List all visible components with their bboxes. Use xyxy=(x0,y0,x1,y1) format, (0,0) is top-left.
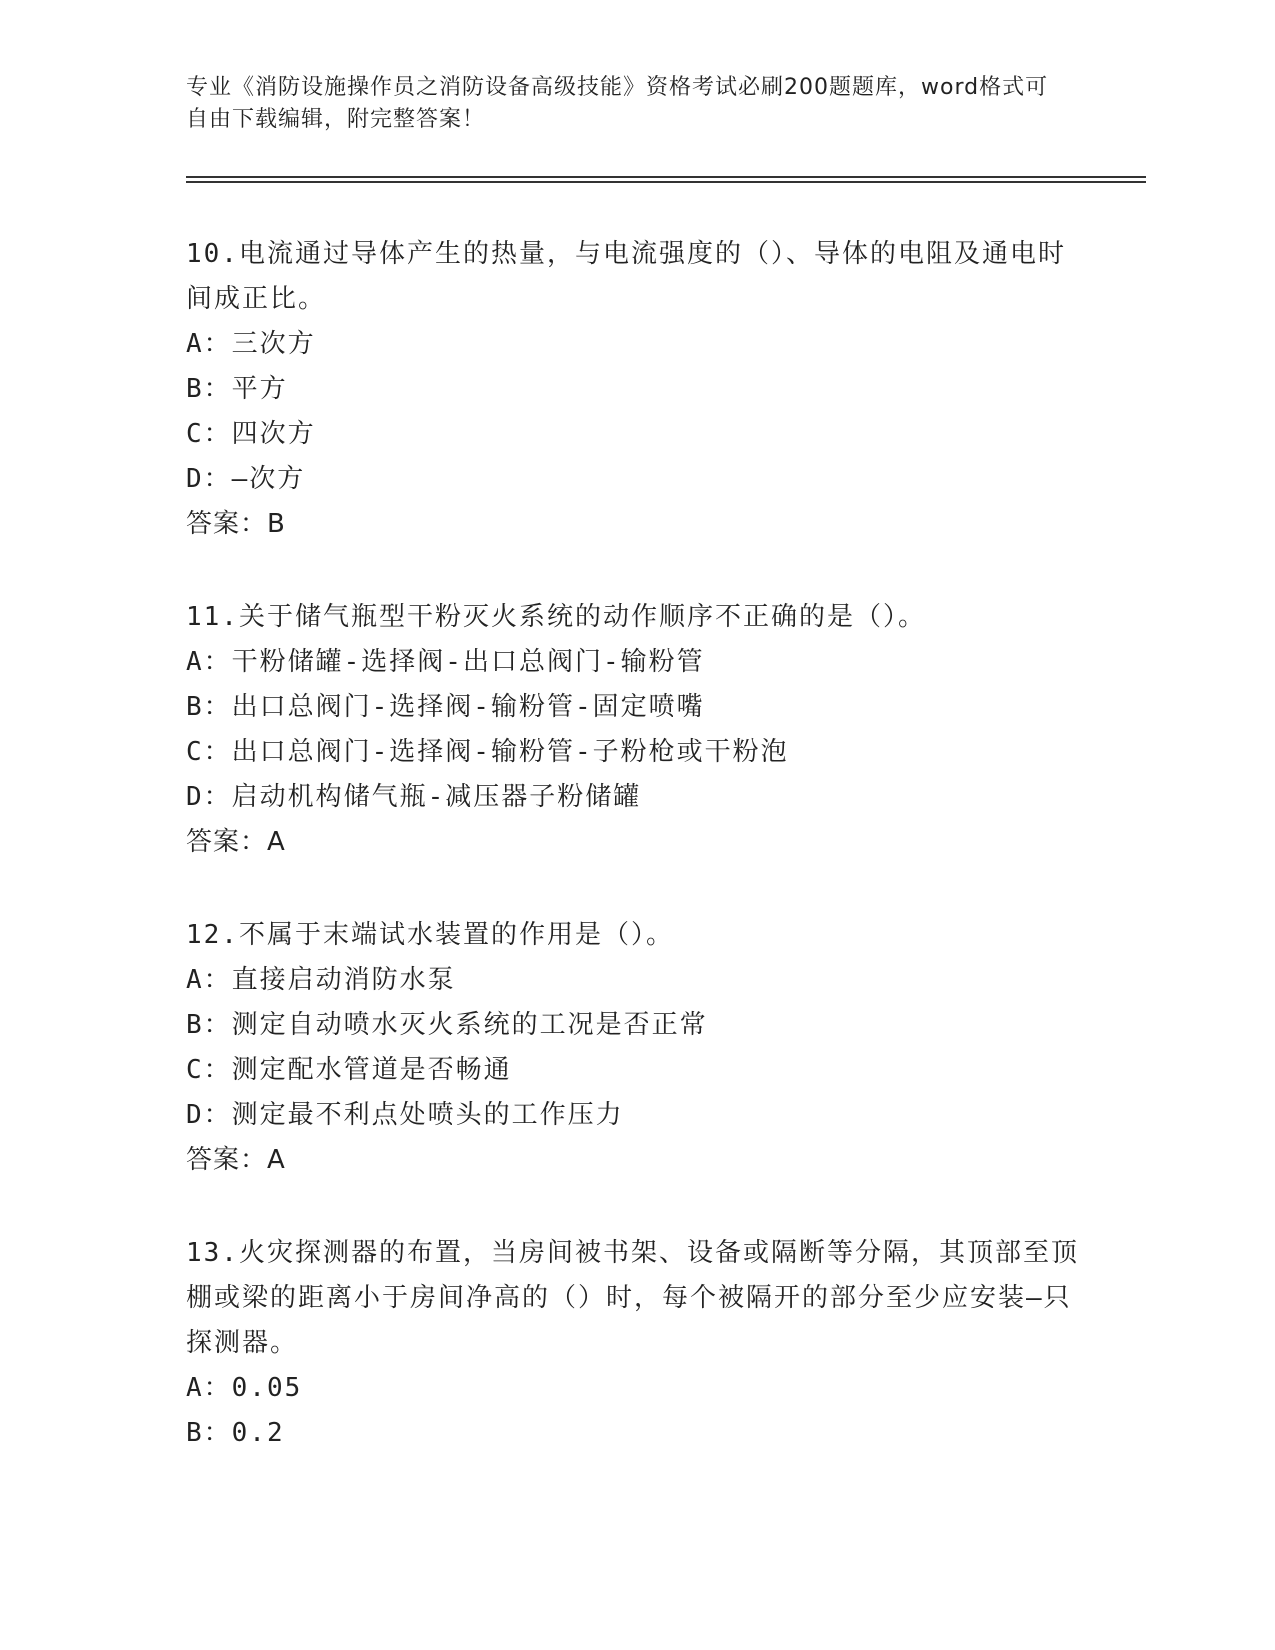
question-text: 13.火灾探测器的布置，当房间被书架、设备或隔断等分隔，其顶部至顶棚或梁的距离小于房间净高的（）时，每个被隔开的部分至少应安装—只探测器。 xyxy=(186,1238,1079,1358)
header-divider-bottom xyxy=(186,181,1146,183)
question-list xyxy=(186,232,1086,1504)
question-text: 11.关于储气瓶型干粉灭火系统的动作顺序不正确的是（）。 xyxy=(186,602,926,632)
answer: 答案：A xyxy=(186,827,286,857)
option-c: C：测定配水管道是否畅通 xyxy=(186,1055,512,1085)
question-13 xyxy=(186,1231,1086,1456)
question-10 xyxy=(186,232,1086,547)
option-a: A：干粉储罐-选择阀-出口总阀门-输粉管 xyxy=(186,647,705,677)
option-a: A：0.05 xyxy=(186,1373,303,1403)
option-b: B：测定自动喷水灭火系统的工况是否正常 xyxy=(186,1010,708,1040)
option-b: B：出口总阀门-选择阀-输粉管-固定喷嘴 xyxy=(186,692,705,722)
answer: 答案：A xyxy=(186,1145,286,1175)
option-b: B：平方 xyxy=(186,374,288,404)
option-a: A：三次方 xyxy=(186,329,316,359)
question-text: 10.电流通过导体产生的热量，与电流强度的（）、导体的电阻及通电时间成正比。 xyxy=(186,239,1066,314)
option-c: C：四次方 xyxy=(186,419,316,449)
option-d: D：—次方 xyxy=(186,464,306,494)
option-b: B：0.2 xyxy=(186,1418,285,1448)
question-text: 12.不属于末端试水装置的作用是（）。 xyxy=(186,920,674,950)
option-c: C：出口总阀门-选择阀-输粉管-子粉枪或干粉泡 xyxy=(186,737,789,767)
question-12 xyxy=(186,913,1086,1183)
option-d: D：启动机构储气瓶-减压器子粉储罐 xyxy=(186,782,642,812)
option-d: D：测定最不利点处喷头的工作压力 xyxy=(186,1100,624,1130)
option-a: A：直接启动消防水泵 xyxy=(186,965,456,995)
question-11 xyxy=(186,595,1086,865)
header-divider-top xyxy=(186,176,1146,178)
answer: 答案：B xyxy=(186,509,286,539)
page-header: 专业《消防设施操作员之消防设备高级技能》资格考试必刷200题题库，word格式可自由下载编辑，附完整答案！ xyxy=(186,75,1049,132)
